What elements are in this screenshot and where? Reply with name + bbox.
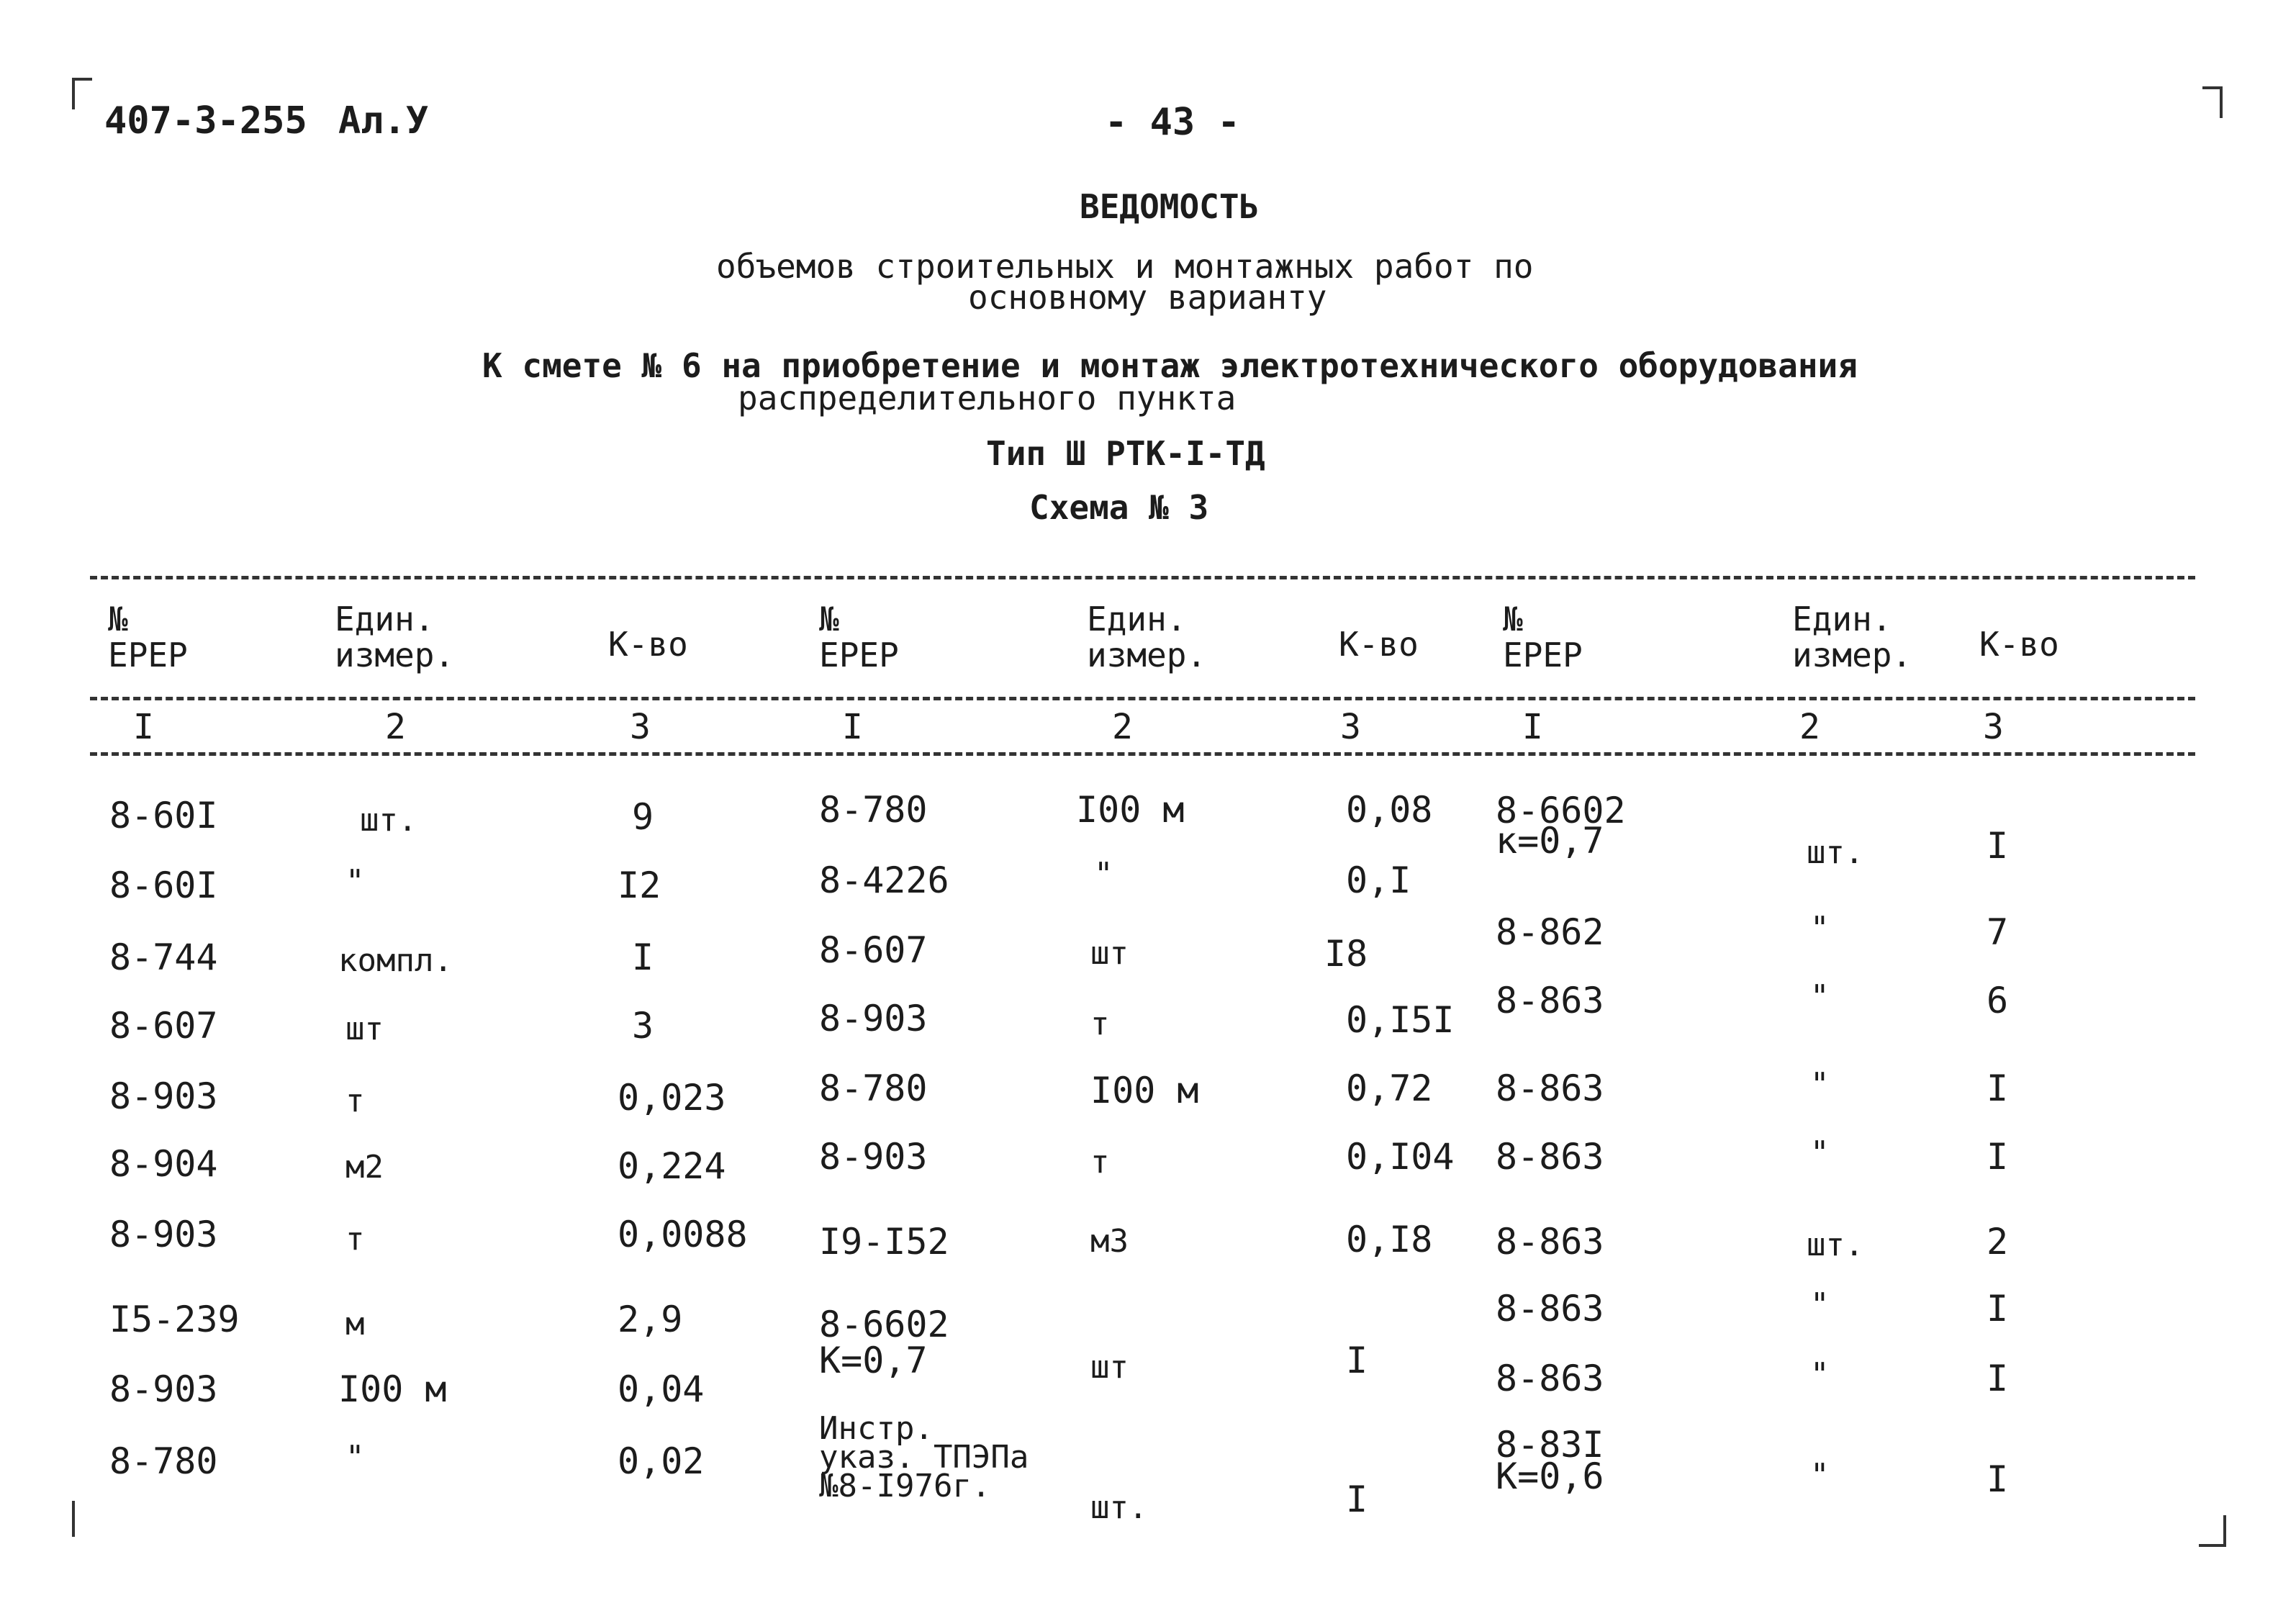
erer-code: 8-83I К=0,6 — [1496, 1424, 1604, 1497]
header-bottom-rule — [90, 697, 2195, 700]
erer-code: 8-863 — [1496, 1358, 1604, 1399]
col-header-unit: Един. измер. — [1087, 600, 1207, 674]
unit-of-measure: шт — [1090, 1349, 1129, 1386]
unit-of-measure: " — [1810, 978, 1830, 1015]
col-number: 3 — [1340, 707, 1361, 747]
corner-mark-bottom-left — [72, 1501, 75, 1537]
quantity: I — [1987, 1358, 2009, 1399]
col-header-erer: № ЕРЕР — [1503, 600, 1583, 674]
erer-code: 8-4226 — [819, 859, 949, 901]
quantity: 0,04 — [618, 1368, 705, 1410]
erer-code: Инстр. указ. ТПЭПа №8-I976г. — [819, 1410, 1029, 1504]
erer-code: I9-I52 — [819, 1221, 949, 1263]
erer-code: 8-863 — [1496, 1067, 1604, 1109]
erer-code: 8-6602 к=0,7 — [1496, 790, 1626, 862]
unit-of-measure: т — [345, 1083, 365, 1119]
unit-of-measure: шт — [1090, 935, 1129, 972]
unit-of-measure: м — [345, 1306, 365, 1342]
quantity: 0,I5I — [1346, 999, 1455, 1041]
erer-code: 8-863 — [1496, 980, 1604, 1021]
quantity: 3 — [632, 1005, 654, 1047]
unit-of-measure: " — [1810, 1286, 1830, 1323]
scheme-number: Схема № 3 — [1029, 488, 1209, 527]
quantity: 0,0088 — [618, 1214, 748, 1255]
unit-of-measure: " — [1810, 1356, 1830, 1393]
corner-mark-bottom-right — [2199, 1515, 2226, 1547]
page-number: - 43 - — [1105, 101, 1240, 144]
quantity: 6 — [1987, 980, 2009, 1021]
col-header-unit: Един. измер. — [1792, 600, 1912, 674]
quantity: 0,I04 — [1346, 1136, 1455, 1178]
quantity: I — [632, 936, 654, 978]
unit-of-measure: " — [345, 863, 365, 900]
erer-code: 8-60I — [109, 795, 218, 836]
col-number: 3 — [630, 707, 651, 747]
erer-code: 8-780 — [819, 789, 928, 831]
col-number: 2 — [1799, 707, 1820, 747]
unit-of-measure: " — [1810, 1066, 1830, 1103]
equipment-type: Тип Ш РТК-I-ТД — [986, 434, 1265, 473]
unit-of-measure: т — [1090, 1144, 1110, 1181]
unit-of-measure: м3 — [1090, 1223, 1129, 1260]
album-label: Ал.У — [338, 99, 429, 143]
unit-of-measure: I00 м — [1076, 789, 1185, 831]
col-header-qty: К-во — [1339, 625, 1419, 664]
corner-mark-top-right — [2202, 86, 2223, 118]
col-number: I — [133, 707, 154, 747]
erer-code: 8-744 — [109, 936, 218, 978]
erer-code: 8-607 — [109, 1005, 218, 1047]
col-header-qty: К-во — [608, 625, 688, 664]
unit-of-measure: шт. — [360, 802, 417, 839]
col-header-erer: № ЕРЕР — [108, 600, 188, 674]
erer-code: 8-863 — [1496, 1221, 1604, 1263]
quantity: I — [1987, 1288, 2009, 1330]
title-line-1: объемов строительных и монтажных работ по — [716, 247, 1534, 286]
unit-of-measure: I00 м — [338, 1368, 447, 1410]
quantity: 9 — [632, 796, 654, 838]
erer-code: 8-780 — [819, 1067, 928, 1109]
unit-of-measure: компл. — [338, 942, 453, 979]
erer-code: 8-903 — [819, 1136, 928, 1178]
col-header-unit: Един. измер. — [335, 600, 455, 674]
erer-code: 8-903 — [109, 1075, 218, 1117]
erer-code: 8-607 — [819, 929, 928, 971]
estimate-line-1: К смете № 6 на приобретение и монтаж электротехнического оборудования — [482, 346, 1858, 385]
erer-code: 8-862 — [1496, 911, 1604, 953]
quantity: 0,I8 — [1346, 1219, 1433, 1260]
erer-code: 8-60I — [109, 865, 218, 906]
quantity: 0,224 — [618, 1145, 726, 1187]
col-number: I — [842, 707, 863, 747]
document-title: ВЕДОМОСТЬ — [1080, 187, 1260, 226]
col-number: I — [1522, 707, 1543, 747]
quantity: I8 — [1324, 933, 1368, 975]
erer-code: 8-903 — [109, 1214, 218, 1255]
quantity: 0,72 — [1346, 1067, 1433, 1109]
unit-of-measure: шт — [345, 1011, 384, 1047]
quantity: 0,02 — [618, 1440, 705, 1482]
erer-code: 8-903 — [109, 1368, 218, 1410]
quantity: 0,08 — [1346, 789, 1433, 831]
unit-of-measure: шт. — [1807, 834, 1864, 871]
unit-of-measure: т — [1090, 1006, 1110, 1042]
estimate-line-2: распределительного пункта — [738, 379, 1237, 417]
erer-code: 8-863 — [1496, 1136, 1604, 1178]
quantity: I — [1346, 1340, 1368, 1381]
unit-of-measure: I00 м — [1090, 1070, 1199, 1111]
col-header-qty: К-во — [1979, 625, 2059, 664]
unit-of-measure: м2 — [345, 1149, 384, 1186]
unit-of-measure: шт. — [1807, 1227, 1864, 1263]
quantity: I — [1346, 1479, 1368, 1520]
col-number: 3 — [1983, 707, 2004, 747]
unit-of-measure: " — [345, 1439, 365, 1476]
quantity: I2 — [618, 865, 661, 906]
quantity: I — [1987, 1136, 2009, 1178]
quantity: 0,023 — [618, 1077, 726, 1119]
column-numbers-rule — [90, 752, 2195, 756]
col-number: 2 — [385, 707, 406, 747]
erer-code: 8-904 — [109, 1143, 218, 1185]
quantity: 0,I — [1346, 859, 1411, 901]
title-line-2: основному варианту — [968, 278, 1327, 317]
erer-code: 8-6602 К=0,7 — [819, 1304, 949, 1381]
erer-code: 8-903 — [819, 998, 928, 1039]
quantity: 7 — [1987, 911, 2009, 953]
unit-of-measure: " — [1810, 1134, 1830, 1171]
quantity: I — [1987, 1067, 2009, 1109]
unit-of-measure: т — [345, 1221, 365, 1258]
erer-code: I5-239 — [109, 1299, 240, 1340]
unit-of-measure: шт. — [1090, 1489, 1148, 1526]
quantity: I — [1987, 825, 2009, 867]
table-top-rule — [90, 576, 2195, 579]
unit-of-measure: " — [1810, 1457, 1830, 1494]
unit-of-measure: " — [1810, 910, 1830, 947]
corner-mark-top-left — [72, 78, 92, 109]
col-number: 2 — [1112, 707, 1133, 747]
quantity: I — [1987, 1458, 2009, 1500]
document-code: 407-3-255 — [104, 99, 307, 143]
col-header-erer: № ЕРЕР — [819, 600, 899, 674]
quantity: 2 — [1987, 1221, 2009, 1263]
quantity: 2,9 — [618, 1299, 683, 1340]
unit-of-measure: " — [1094, 856, 1113, 893]
erer-code: 8-780 — [109, 1440, 218, 1482]
erer-code: 8-863 — [1496, 1288, 1604, 1330]
